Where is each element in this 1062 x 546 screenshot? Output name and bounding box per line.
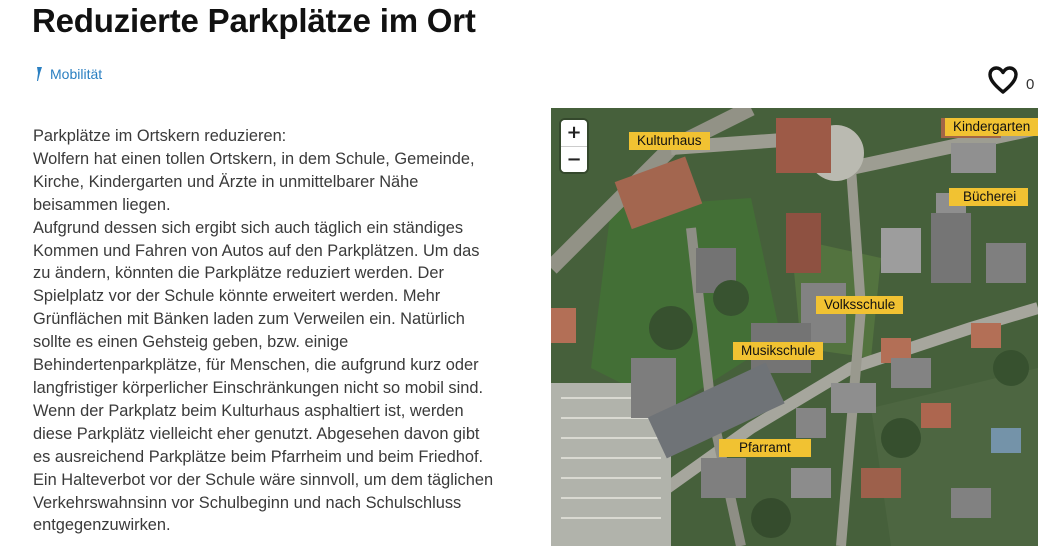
description-line: langfristiger körperlicher Einschränkungen nicht so mobil sind. (33, 378, 484, 397)
idea-description (33, 125, 528, 537)
map-label-pfarramt[interactable]: Pfarramt (719, 439, 811, 457)
zoom-control (561, 120, 587, 172)
description-line: Grünflächen mit Bänken laden zum Verweilen ein. Natürlich (33, 310, 465, 329)
map-label-musikschule[interactable]: Musikschule (733, 342, 823, 360)
page-title: Reduzierte Parkplätze im Ort (32, 2, 476, 39)
like-count: 0 (1026, 76, 1035, 93)
pin-icon (34, 66, 44, 82)
description-line: es ausreichend Parkplätze beim Pfarrheim und beim Friedhof. (33, 447, 484, 466)
description-line: Wenn der Parkplatz beim Kulturhaus asphaltiert ist, werden (33, 401, 464, 420)
map-view[interactable] (551, 108, 1038, 546)
description-line: diese Parkplätz vielleicht eher genutzt. Abgesehen davon gibt (33, 424, 480, 443)
description-line: Spielplatz vor der Schule könnte erweitert werden. Mehr (33, 287, 441, 306)
category-tag[interactable] (34, 66, 102, 82)
description-line: entgegenzuwirken. (33, 516, 171, 535)
map-label-kulturhaus[interactable]: Kulturhaus (629, 132, 710, 150)
zoom-out-button[interactable]: − (561, 146, 587, 172)
map-label-volksschule[interactable]: Volksschule (816, 296, 903, 314)
description-line: Ein Halteverbot vor der Schule wäre sinnvoll, um dem täglichen (33, 470, 494, 489)
heart-icon (988, 66, 1018, 94)
description-line: Verkehrswahnsinn vor Schulbeginn und nach Schulschluss (33, 493, 462, 512)
category-link[interactable]: Mobilität (50, 66, 103, 82)
description-line: zu ändern, könnten die Parkplätze reduziert werden. Der (33, 264, 444, 283)
description-line: beisammen liegen. (33, 195, 171, 214)
description-line: Kommen und Fahren von Autos auf den Parkplätzen. Um das (33, 241, 480, 260)
description-line: Parkplätze im Ortskern reduzieren: (33, 127, 287, 145)
satellite-map-image[interactable] (551, 108, 1038, 546)
description-line: Wolfern hat einen tollen Ortskern, in dem Schule, Gemeinde, (33, 149, 475, 168)
description-line: sollte es einen Gehsteig geben, bzw. einige (33, 333, 349, 352)
like-button[interactable] (988, 66, 1034, 94)
description-line: Kirche, Kindergarten und Ärzte in unmittelbarer Nähe (33, 172, 419, 191)
map-label-buecherei[interactable]: Bücherei (949, 188, 1028, 206)
description-line: Behindertenparkplätze, für Menschen, die aufgrund kurz oder (33, 356, 479, 375)
zoom-in-button[interactable]: + (561, 120, 587, 146)
description-line: Aufgrund dessen sich ergibt sich auch täglich ein ständiges (33, 218, 464, 237)
map-label-kindergarten[interactable]: Kindergarten (945, 118, 1038, 136)
